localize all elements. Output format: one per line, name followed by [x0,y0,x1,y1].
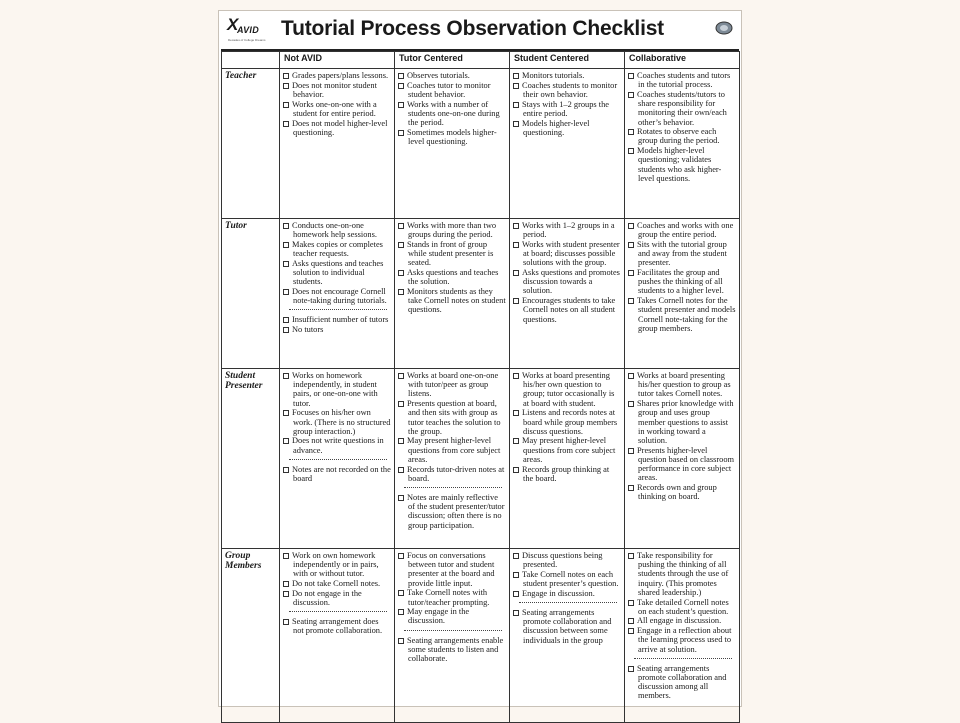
checklist-item[interactable]: Stands in front of group while student presenter is seated. [398,240,506,268]
checklist-item[interactable]: Discuss questions being presented. [513,551,621,569]
checklist-cell [510,219,625,369]
dotted-divider [289,309,387,310]
checklist-item[interactable]: Conducts one-on-one homework help sessions. [283,221,391,239]
checklist-item[interactable]: Grades papers/plans lessons. [283,71,391,80]
checklist-item[interactable]: Does not monitor student behavior. [283,81,391,99]
checklist-item[interactable]: Models higher-level questioning; validates students who ask higher-level questions. [628,146,736,183]
checklist-item[interactable]: Seating arrangements promote collaboration and discussion among all members. [628,664,736,701]
checklist-item[interactable]: Take Cornell notes with tutor/teacher prompting. [398,588,506,606]
dotted-divider [634,658,732,659]
checklist-item[interactable]: Records own and group thinking on board. [628,483,736,501]
checklist-item[interactable]: May present higher-level questions from core subject areas. [513,436,621,464]
column-header-collaborative: Collaborative [625,52,740,69]
checklist-cell [395,549,510,723]
checklist-cell [510,549,625,723]
checklist-item[interactable]: Does not model higher-level questioning. [283,119,391,137]
checklist-cell [280,369,395,549]
dotted-divider [404,630,502,631]
logo-tagline: Decades of College Dreams [228,38,266,42]
sheet-header [221,13,739,51]
row-group-members [222,549,740,723]
dotted-divider [289,611,387,612]
checklist-item[interactable]: Does not encourage Cornell note-taking during tutorials. [283,287,391,305]
row-student-presenter [222,369,740,549]
checklist-item[interactable]: Notes are mainly reflective of the student presenter/tutor discussion; often there is no group participation. [398,493,506,530]
checklist-item[interactable]: Records tutor-driven notes at board. [398,465,506,483]
checklist-item[interactable]: Seating arrangements promote collaboration and discussion between some individuals in the group [513,608,621,645]
row-tutor [222,219,740,369]
checklist-cell [510,369,625,549]
checklist-item[interactable]: Stays with 1–2 groups the entire period. [513,100,621,118]
checklist-item[interactable]: Sits with the tutorial group and away from the student presenter. [628,240,736,268]
seal-icon [715,21,733,35]
checklist-cell [510,69,625,219]
checklist-cell [625,369,740,549]
checklist-item[interactable]: Coaches students to monitor their own behavior. [513,81,621,99]
checklist-item[interactable]: Works with 1–2 groups in a period. [513,221,621,239]
checklist-item[interactable]: Asks questions and teaches solution to individual students. [283,259,391,287]
checklist-item[interactable]: Presents higher-level question based on classroom performance in core subject areas. [628,446,736,483]
checklist-item[interactable]: Coaches and works with one group the entire period. [628,221,736,239]
checklist-cell [395,369,510,549]
checklist-item[interactable]: No tutors [283,325,391,334]
checklist-item[interactable]: Rotates to observe each group during the period. [628,127,736,145]
checklist-item[interactable]: Works at board presenting his/her own question to group; tutor occasionally is at board with student. [513,371,621,408]
checklist-item[interactable]: Engage in discussion. [513,589,621,598]
checklist-sheet [218,10,742,707]
checklist-item[interactable]: Take detailed Cornell notes on each student’s question. [628,598,736,616]
checklist-cell [625,69,740,219]
checklist-cell [625,549,740,723]
checklist-item[interactable]: Coaches students and tutors in the tutorial process. [628,71,736,89]
checklist-item[interactable]: Take responsibility for pushing the thinking of all students through the use of inquiry. (This promotes shared leadership.) [628,551,736,597]
checklist-item[interactable]: Encourages students to take Cornell notes on all student questions. [513,296,621,324]
checklist-item[interactable]: Do not engage in the discussion. [283,589,391,607]
dotted-divider [519,602,617,603]
checklist-item[interactable]: Asks questions and promotes discussion towards a solution. [513,268,621,296]
checklist-cell [625,219,740,369]
column-header-not-avid: Not AVID [280,52,395,69]
checklist-cell [280,69,395,219]
dotted-divider [404,487,502,488]
checklist-item[interactable]: Observes tutorials. [398,71,506,80]
checklist-item[interactable]: Presents question at board, and then sits with group as tutor teaches the solution to the group. [398,399,506,436]
checklist-item[interactable]: Seating arrangement does not promote collaboration. [283,617,391,635]
logo-mark: X [227,15,239,34]
checklist-item[interactable]: Works on homework independently, in student pairs, or one-on-one with tutor. [283,371,391,408]
checklist-item[interactable]: Work on own homework independently or in pairs, with or without tutor. [283,551,391,579]
dotted-divider [289,459,387,460]
page-title: Tutorial Process Observation Checklist [281,17,664,40]
checklist-item[interactable]: Focus on conversations between tutor and student presenter at the board and provide little input. [398,551,506,588]
checklist-item[interactable]: Seating arrangements enable some students to listen and collaborate. [398,636,506,664]
checklist-item[interactable]: May engage in the discussion. [398,607,506,625]
checklist-item[interactable]: Coaches tutor to monitor student behavior. [398,81,506,99]
checklist-item[interactable]: Take Cornell notes on each student presenter’s question. [513,570,621,588]
row-teacher [222,69,740,219]
checklist-cell [280,549,395,723]
checklist-item[interactable]: Works with student presenter at board; discusses possible solutions with the group. [513,240,621,268]
checklist-item[interactable]: Sometimes models higher-level questioning. [398,128,506,146]
checklist-item[interactable]: Shares prior knowledge with group and uses group member questions to assist in working toward a solution. [628,399,736,445]
checklist-cell [395,219,510,369]
checklist-item[interactable]: Models higher-level questioning. [513,119,621,137]
checklist-cell [280,219,395,369]
role-label: Group Members [222,549,280,723]
checklist-item[interactable]: Works at board presenting his/her question to group as tutor takes Cornell notes. [628,371,736,399]
checklist-item[interactable]: May present higher-level questions from core subject areas. [398,436,506,464]
checklist-item[interactable]: Listens and records notes at board while group members discuss questions. [513,408,621,436]
checklist-item[interactable]: Works at board one-on-one with tutor/peer as group listens. [398,371,506,399]
checklist-item[interactable]: Works with more than two groups during the period. [398,221,506,239]
column-header-tutor-centered: Tutor Centered [395,52,510,69]
header-row [222,52,740,69]
checklist-item[interactable]: Does not write questions in advance. [283,436,391,454]
corner-header [222,52,280,69]
logo-text: AVID [237,25,260,35]
column-header-student-centered: Student Centered [510,52,625,69]
checklist-item[interactable]: Coaches students/tutors to share responsibility for monitoring their own/each other’s behavior. [628,90,736,127]
checklist-item[interactable]: Notes are not recorded on the board [283,465,391,483]
checklist-item[interactable]: Focuses on his/her own work. (There is no structured group interaction.) [283,408,391,436]
checklist-item[interactable]: Works one-on-one with a student for entire period. [283,100,391,118]
checklist-item[interactable]: Monitors students as they take Cornell notes on student questions. [398,287,506,315]
checklist-item[interactable]: Takes Cornell notes for the student presenter and models Cornell note-taking for the group members. [628,296,736,333]
checklist-item[interactable]: Asks questions and teaches the solution. [398,268,506,286]
checklist-item[interactable]: Insufficient number of tutors [283,315,391,324]
checklist-item[interactable]: Makes copies or completes teacher requests. [283,240,391,258]
checklist-item[interactable]: Facilitates the group and pushes the thinking of all students to a higher level. [628,268,736,296]
role-label: Tutor [222,219,280,369]
avid-logo [225,17,271,45]
checklist-item[interactable]: Records group thinking at the board. [513,465,621,483]
checklist-cell [395,69,510,219]
checklist-item[interactable]: All engage in discussion. [628,616,736,625]
observation-table [221,51,740,723]
checklist-item[interactable]: Engage in a reflection about the learning process used to arrive at solution. [628,626,736,654]
checklist-item[interactable]: Do not take Cornell notes. [283,579,391,588]
checklist-item[interactable]: Monitors tutorials. [513,71,621,80]
role-label: Student Presenter [222,369,280,549]
checklist-item[interactable]: Works with a number of students one-on-one during the period. [398,100,506,128]
role-label: Teacher [222,69,280,219]
